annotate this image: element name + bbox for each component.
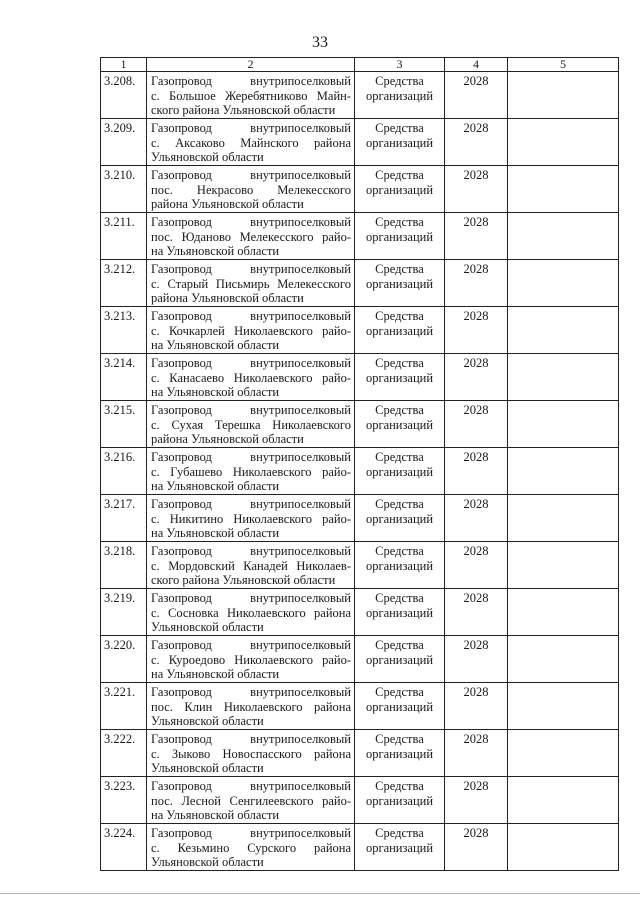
table-row — [101, 260, 619, 307]
object-name-line: Ульяновской области — [151, 761, 264, 775]
object-name-cell — [147, 119, 355, 166]
year-cell: 2028 — [445, 777, 508, 824]
object-name-line: с. Губашево Николаевского райо- — [151, 464, 351, 479]
year-cell: 2028 — [445, 260, 508, 307]
column-header-4: 4 — [445, 58, 508, 72]
object-name-cell — [147, 448, 355, 495]
item-number: 3.223. — [101, 777, 147, 824]
object-name-line: с. Куроедово Николаевского райо- — [151, 652, 351, 667]
note-cell — [508, 401, 619, 448]
object-name-line: Газопровод внутрипоселковый — [151, 450, 351, 464]
object-name-cell — [147, 401, 355, 448]
funding-source-line: организаций — [365, 840, 434, 855]
object-name-line: Газопровод внутрипоселковый — [151, 215, 351, 229]
funding-source-line: организаций — [365, 417, 434, 432]
item-number: 3.211. — [101, 213, 147, 260]
object-name-line: Ульяновской области — [151, 855, 264, 869]
funding-source-line: Средства — [375, 450, 424, 464]
note-cell — [508, 495, 619, 542]
funding-source-line: Средства — [375, 215, 424, 229]
object-name-cell — [147, 72, 355, 119]
table-row — [101, 589, 619, 636]
funding-source-line: организаций — [365, 605, 434, 620]
funding-source-cell — [355, 777, 445, 824]
note-cell — [508, 119, 619, 166]
object-name-line: района Ульяновской области — [151, 432, 304, 446]
item-number: 3.213. — [101, 307, 147, 354]
object-name-cell — [147, 589, 355, 636]
object-name-line: Газопровод внутрипоселковый — [151, 732, 351, 746]
funding-source-line: организаций — [365, 370, 434, 385]
year-cell: 2028 — [445, 354, 508, 401]
table-row — [101, 166, 619, 213]
object-name-line: Газопровод внутрипоселковый — [151, 309, 351, 323]
item-number: 3.224. — [101, 824, 147, 871]
funding-source-line: Средства — [375, 638, 424, 652]
object-name-cell — [147, 824, 355, 871]
year-cell: 2028 — [445, 495, 508, 542]
column-header-2: 2 — [147, 58, 355, 72]
funding-source-cell — [355, 354, 445, 401]
note-cell — [508, 636, 619, 683]
object-name-line: пос. Некрасово Мелекесского — [151, 182, 351, 197]
object-name-line: на Ульяновской области — [151, 808, 280, 822]
object-name-line: Газопровод внутрипоселковый — [151, 356, 351, 370]
item-number: 3.208. — [101, 72, 147, 119]
object-name-cell — [147, 166, 355, 213]
note-cell — [508, 589, 619, 636]
funding-source-line: Средства — [375, 685, 424, 699]
object-name-line: с. Сосновка Николаевского района — [151, 605, 351, 620]
funding-source-line: Средства — [375, 309, 424, 323]
object-name-cell — [147, 495, 355, 542]
year-cell: 2028 — [445, 448, 508, 495]
funding-source-cell — [355, 307, 445, 354]
item-number: 3.217. — [101, 495, 147, 542]
object-name-line: Ульяновской области — [151, 620, 264, 634]
object-name-line: пос. Юданово Мелекесского райо- — [151, 229, 351, 244]
object-name-line: с. Старый Письмирь Мелекесского — [151, 276, 351, 291]
object-name-cell — [147, 260, 355, 307]
year-cell: 2028 — [445, 166, 508, 213]
table-row — [101, 307, 619, 354]
funding-source-cell — [355, 495, 445, 542]
year-cell: 2028 — [445, 72, 508, 119]
funding-source-cell — [355, 119, 445, 166]
object-name-cell — [147, 542, 355, 589]
year-cell: 2028 — [445, 307, 508, 354]
object-name-line: Газопровод внутрипоселковый — [151, 497, 351, 511]
funding-source-line: Средства — [375, 121, 424, 135]
note-cell — [508, 354, 619, 401]
object-name-line: с. Большое Жеребятниково Майн- — [151, 88, 351, 103]
note-cell — [508, 72, 619, 119]
object-name-line: Газопровод внутрипоселковый — [151, 685, 351, 699]
year-cell: 2028 — [445, 824, 508, 871]
object-name-cell — [147, 683, 355, 730]
object-name-line: с. Зыково Новоспасского района — [151, 746, 351, 761]
funding-source-line: организаций — [365, 182, 434, 197]
object-name-line: района Ульяновской области — [151, 197, 304, 211]
note-cell — [508, 260, 619, 307]
item-number: 3.212. — [101, 260, 147, 307]
table-row — [101, 777, 619, 824]
object-name-line: на Ульяновской области — [151, 385, 280, 399]
funding-source-line: организаций — [365, 511, 434, 526]
object-name-line: с. Сухая Терешка Николаевского — [151, 417, 351, 432]
funding-source-line: Средства — [375, 403, 424, 417]
funding-source-line: Средства — [375, 168, 424, 182]
item-number: 3.216. — [101, 448, 147, 495]
funding-source-cell — [355, 589, 445, 636]
object-name-line: Газопровод внутрипоселковый — [151, 168, 351, 182]
funding-source-cell — [355, 824, 445, 871]
funding-source-cell — [355, 401, 445, 448]
table-row — [101, 354, 619, 401]
table-row — [101, 683, 619, 730]
object-name-line: района Ульяновской области — [151, 291, 304, 305]
funding-source-line: организаций — [365, 464, 434, 479]
table-row — [101, 542, 619, 589]
table-row — [101, 448, 619, 495]
page-number: 33 — [312, 34, 328, 51]
column-number-header-row — [101, 58, 619, 72]
object-name-cell — [147, 307, 355, 354]
year-cell: 2028 — [445, 401, 508, 448]
funding-source-cell — [355, 72, 445, 119]
note-cell — [508, 448, 619, 495]
funding-source-cell — [355, 213, 445, 260]
note-cell — [508, 824, 619, 871]
funding-source-cell — [355, 730, 445, 777]
gas-pipeline-table — [100, 57, 619, 871]
item-number: 3.220. — [101, 636, 147, 683]
item-number: 3.222. — [101, 730, 147, 777]
funding-source-line: Средства — [375, 74, 424, 88]
year-cell: 2028 — [445, 683, 508, 730]
funding-source-cell — [355, 166, 445, 213]
object-name-line: на Ульяновской области — [151, 338, 280, 352]
column-header-5: 5 — [508, 58, 619, 72]
table-row — [101, 401, 619, 448]
object-name-line: Газопровод внутрипоселковый — [151, 403, 351, 417]
object-name-line: на Ульяновской области — [151, 526, 280, 540]
funding-source-line: Средства — [375, 591, 424, 605]
funding-source-line: организаций — [365, 699, 434, 714]
funding-source-line: организаций — [365, 558, 434, 573]
object-name-cell — [147, 636, 355, 683]
object-name-cell — [147, 213, 355, 260]
funding-source-line: организаций — [365, 793, 434, 808]
object-name-line: Газопровод внутрипоселковый — [151, 826, 351, 840]
table-row — [101, 213, 619, 260]
funding-source-line: организаций — [365, 746, 434, 761]
funding-source-line: Средства — [375, 497, 424, 511]
funding-source-line: Средства — [375, 544, 424, 558]
year-cell: 2028 — [445, 213, 508, 260]
year-cell: 2028 — [445, 636, 508, 683]
note-cell — [508, 730, 619, 777]
year-cell: 2028 — [445, 542, 508, 589]
object-name-line: Газопровод внутрипоселковый — [151, 779, 351, 793]
object-name-line: на Ульяновской области — [151, 479, 280, 493]
funding-source-line: организаций — [365, 652, 434, 667]
object-name-cell — [147, 354, 355, 401]
funding-source-cell — [355, 636, 445, 683]
object-name-line: с. Мордовский Канадей Николаев- — [151, 558, 351, 573]
object-name-line: пос. Лесной Сенгилеевского райо- — [151, 793, 351, 808]
funding-source-cell — [355, 260, 445, 307]
item-number: 3.214. — [101, 354, 147, 401]
object-name-line: Газопровод внутрипоселковый — [151, 591, 351, 605]
note-cell — [508, 542, 619, 589]
object-name-line: Газопровод внутрипоселковый — [151, 544, 351, 558]
column-header-1: 1 — [101, 58, 147, 72]
object-name-line: с. Кезьмино Сурского района — [151, 840, 351, 855]
funding-source-line: организаций — [365, 135, 434, 150]
funding-source-line: организаций — [365, 276, 434, 291]
object-name-line: на Ульяновской области — [151, 667, 280, 681]
funding-source-line: Средства — [375, 732, 424, 746]
item-number: 3.218. — [101, 542, 147, 589]
note-cell — [508, 166, 619, 213]
table-row — [101, 119, 619, 166]
object-name-line: с. Никитино Николаевского райо- — [151, 511, 351, 526]
object-name-line: Газопровод внутрипоселковый — [151, 121, 351, 135]
funding-source-cell — [355, 542, 445, 589]
funding-source-line: Средства — [375, 779, 424, 793]
scan-artifact — [0, 893, 640, 894]
object-name-line: на Ульяновской области — [151, 244, 280, 258]
table-row — [101, 824, 619, 871]
table-row — [101, 495, 619, 542]
funding-source-line: организаций — [365, 88, 434, 103]
table-body — [101, 72, 619, 871]
object-name-line: Газопровод внутрипоселковый — [151, 262, 351, 276]
object-name-line: ского района Ульяновской области — [151, 573, 336, 587]
funding-source-line: Средства — [375, 356, 424, 370]
year-cell: 2028 — [445, 589, 508, 636]
object-name-line: с. Кочкарлей Николаевского райо- — [151, 323, 351, 338]
note-cell — [508, 683, 619, 730]
funding-source-line: Средства — [375, 262, 424, 276]
object-name-line: Газопровод внутрипоселковый — [151, 74, 351, 88]
funding-source-line: Средства — [375, 826, 424, 840]
object-name-line: Газопровод внутрипоселковый — [151, 638, 351, 652]
object-name-line: с. Аксаково Майнского района — [151, 135, 351, 150]
item-number: 3.209. — [101, 119, 147, 166]
note-cell — [508, 777, 619, 824]
item-number: 3.219. — [101, 589, 147, 636]
item-number: 3.215. — [101, 401, 147, 448]
object-name-line: Ульяновской области — [151, 150, 264, 164]
funding-source-line: организаций — [365, 229, 434, 244]
funding-source-cell — [355, 683, 445, 730]
table-row — [101, 636, 619, 683]
year-cell: 2028 — [445, 730, 508, 777]
note-cell — [508, 307, 619, 354]
item-number: 3.221. — [101, 683, 147, 730]
object-name-line: Ульяновской области — [151, 714, 264, 728]
item-number: 3.210. — [101, 166, 147, 213]
object-name-cell — [147, 730, 355, 777]
object-name-line: пос. Клин Николаевского района — [151, 699, 351, 714]
column-header-3: 3 — [355, 58, 445, 72]
object-name-cell — [147, 777, 355, 824]
funding-source-cell — [355, 448, 445, 495]
table-row — [101, 730, 619, 777]
funding-source-line: организаций — [365, 323, 434, 338]
year-cell: 2028 — [445, 119, 508, 166]
object-name-line: с. Канасаево Николаевского райо- — [151, 370, 351, 385]
note-cell — [508, 213, 619, 260]
table-row — [101, 72, 619, 119]
object-name-line: ского района Ульяновской области — [151, 103, 336, 117]
